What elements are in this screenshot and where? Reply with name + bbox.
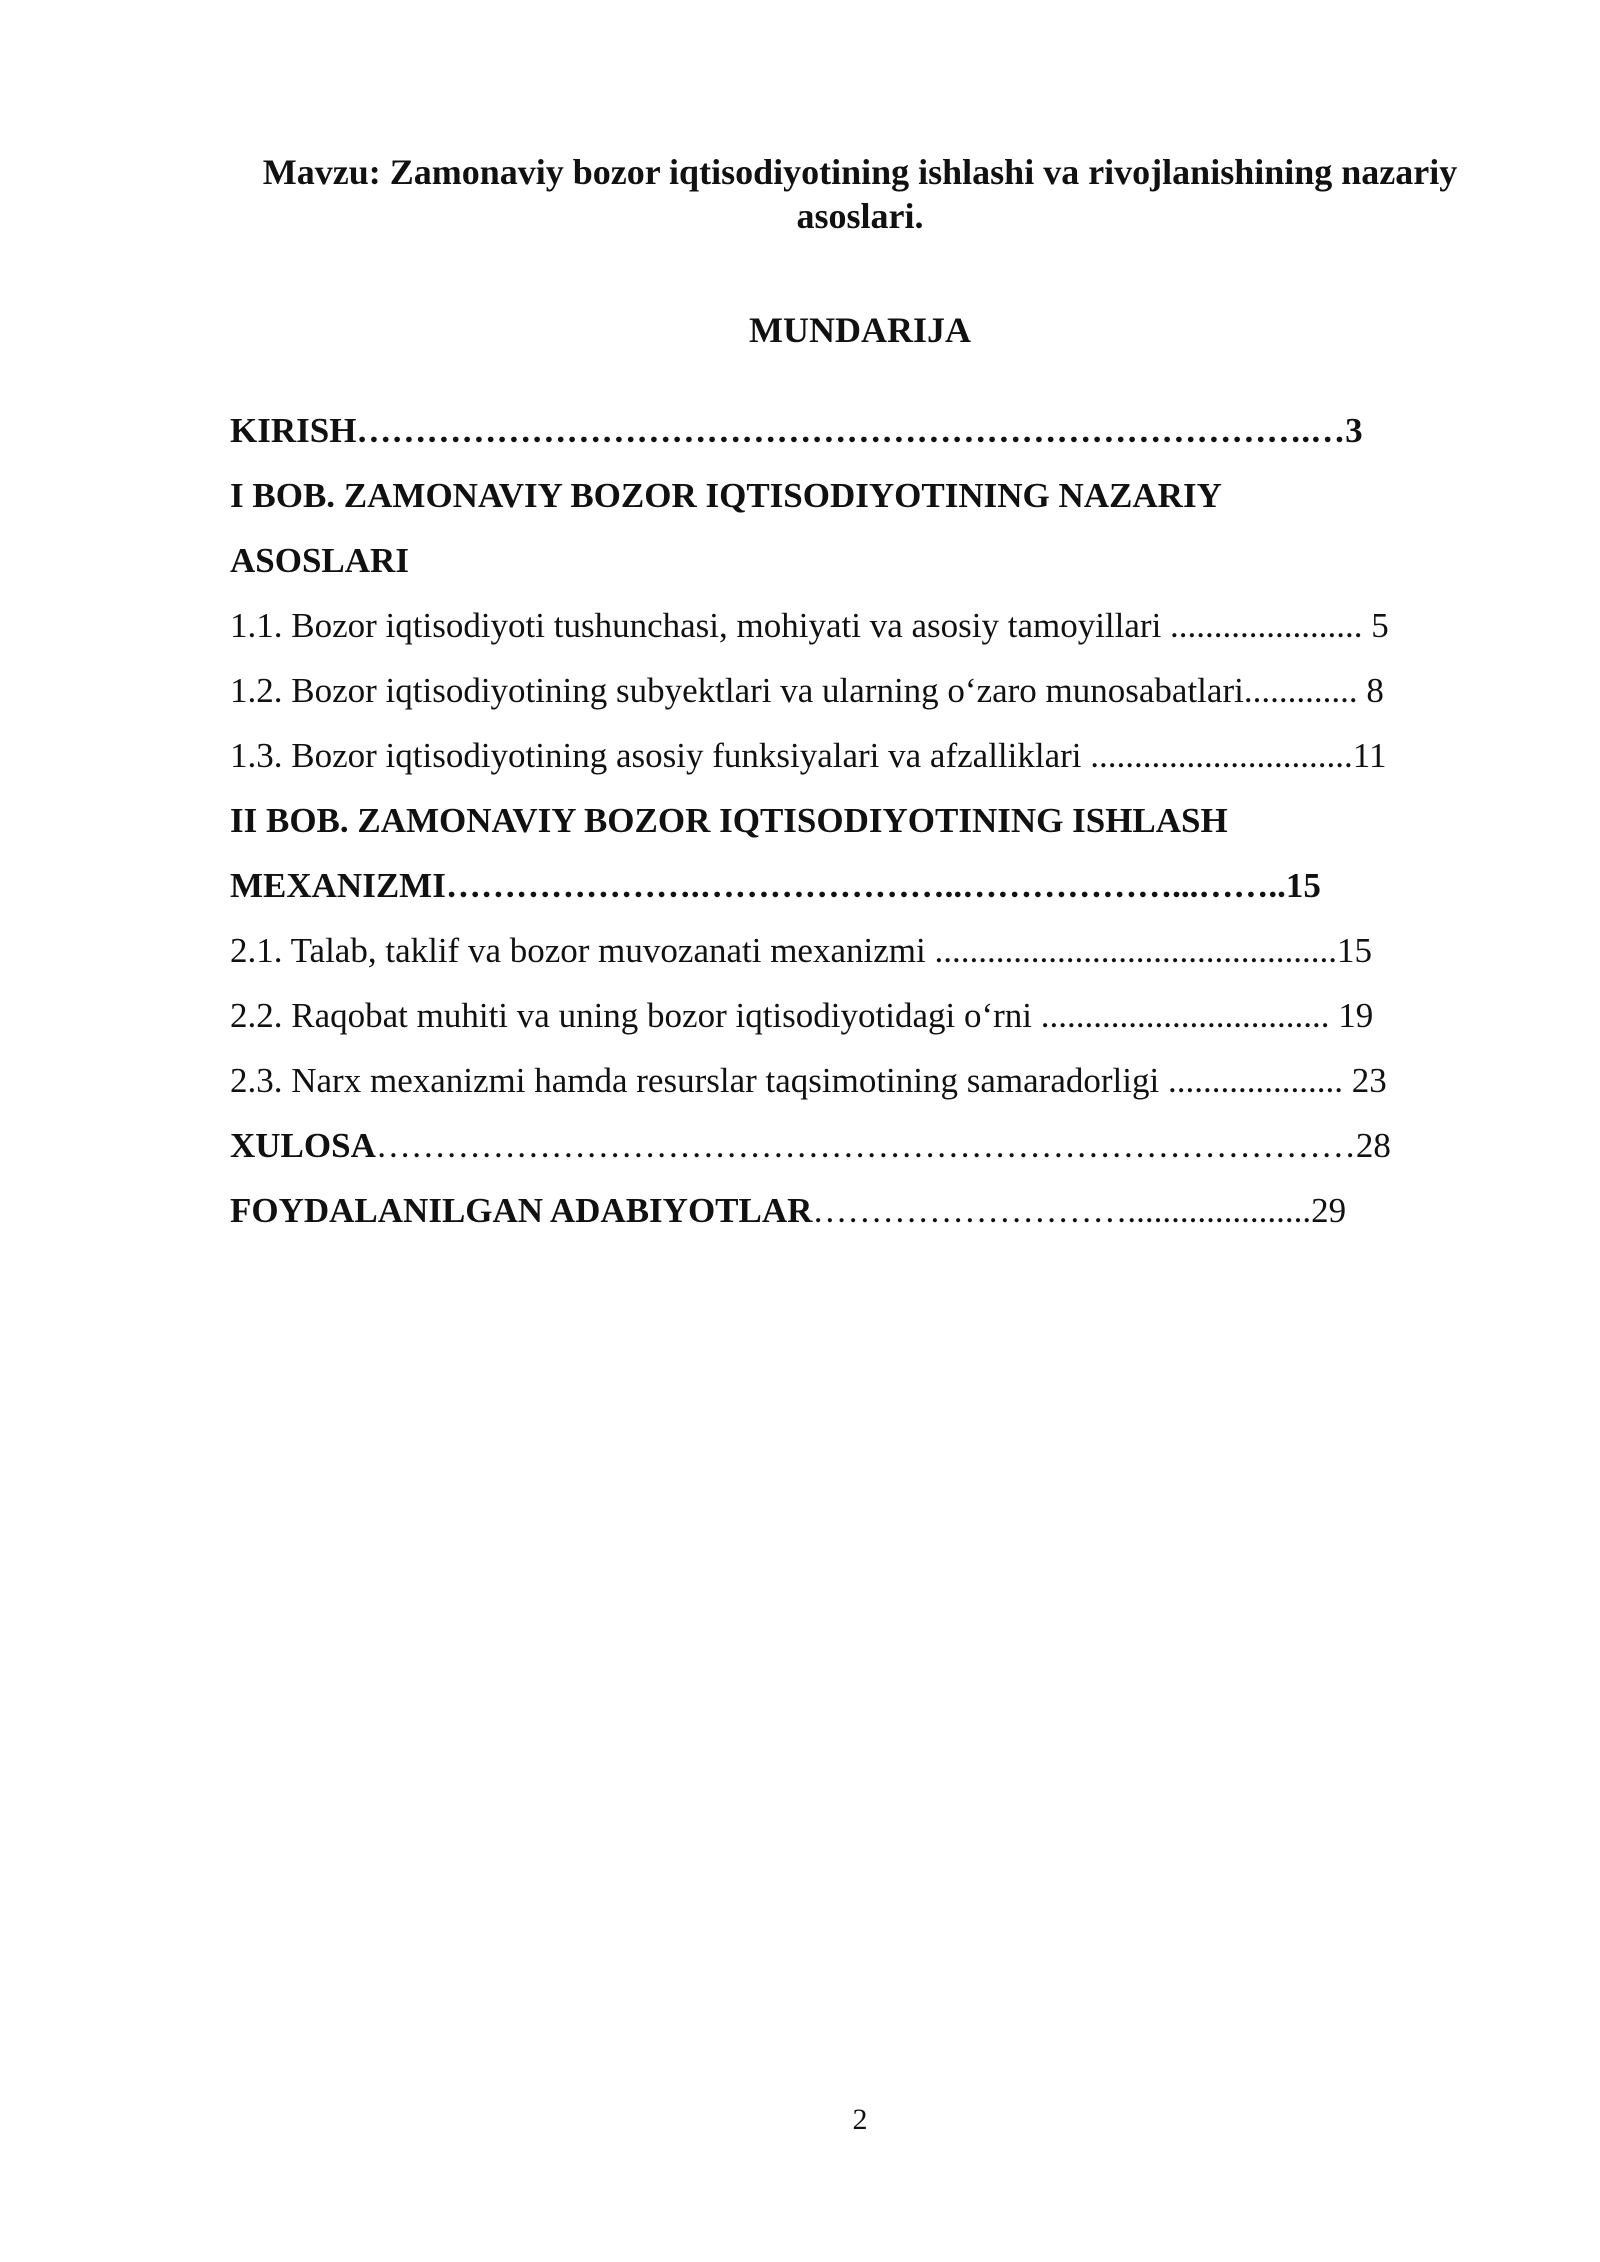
table-of-contents [230, 404, 1490, 1249]
toc-entry-1-1[interactable]: 1.1. Bozor iqtisodiyoti tushunchasi, mohiyati va asosiy tamoyillari ...................... 5 [230, 606, 1389, 645]
toc-entry-adabiyotlar-label: FOYDALANILGAN ADABIYOTLAR [230, 1191, 813, 1230]
toc-entry-chapter-2-line-1[interactable]: II BOB. ZAMONAVIY BOZOR IQTISODIYOTINING ISHLASH [230, 801, 1228, 840]
page-number: 2 [852, 2103, 868, 2136]
toc-entry-2-1[interactable]: 2.1. Talab, taklif va bozor muvozanati mexanizmi ..............................................15 [230, 931, 1372, 970]
toc-entry-xulosa[interactable] [230, 1119, 1490, 1184]
toc-entry-adabiyotlar-leader: ……………………….....................29 [812, 1191, 1347, 1230]
toc-entry-1-3[interactable]: 1.3. Bozor iqtisodiyotining asosiy funksiyalari va afzalliklari ..............................11 [230, 736, 1387, 775]
toc-entry-chapter-1-line-2[interactable]: ASOSLARI [230, 541, 409, 580]
toc-entry-kirish[interactable]: KIRISH……………………………………………………………………….…3 [230, 411, 1363, 450]
toc-entry-2-3[interactable]: 2.3. Narx mexanizmi hamda resurslar taqsimotining samaradorligi .................... 23 [230, 1061, 1387, 1100]
toc-entry-chapter-1-line-1[interactable]: I BOB. ZAMONAVIY BOZOR IQTISODIYOTINING NAZARIY [230, 476, 1222, 515]
toc-entry-xulosa-leader: …………………………………………………………………………28 [375, 1126, 1391, 1165]
toc-entry-1-2[interactable]: 1.2. Bozor iqtisodiyotining subyektlari va ularning o‘zaro munosabatlari............. 8 [230, 671, 1384, 710]
toc-entry-chapter-2-line-2[interactable]: MEXANIZMI………………….…………………..………………...……..15 [230, 866, 1321, 905]
toc-entry-adabiyotlar[interactable] [230, 1184, 1490, 1249]
document-title: Mavzu: Zamonaviy bozor iqtisodiyotining ishlashi va rivojlanishining nazariy asoslari. [262, 152, 1458, 236]
toc-heading: MUNDARIJA [749, 310, 971, 350]
toc-entry-2-2[interactable]: 2.2. Raqobat muhiti va uning bozor iqtisodiyotidagi o‘rni ................................. 19 [230, 996, 1374, 1035]
toc-entry-xulosa-label: XULOSA [230, 1126, 376, 1165]
